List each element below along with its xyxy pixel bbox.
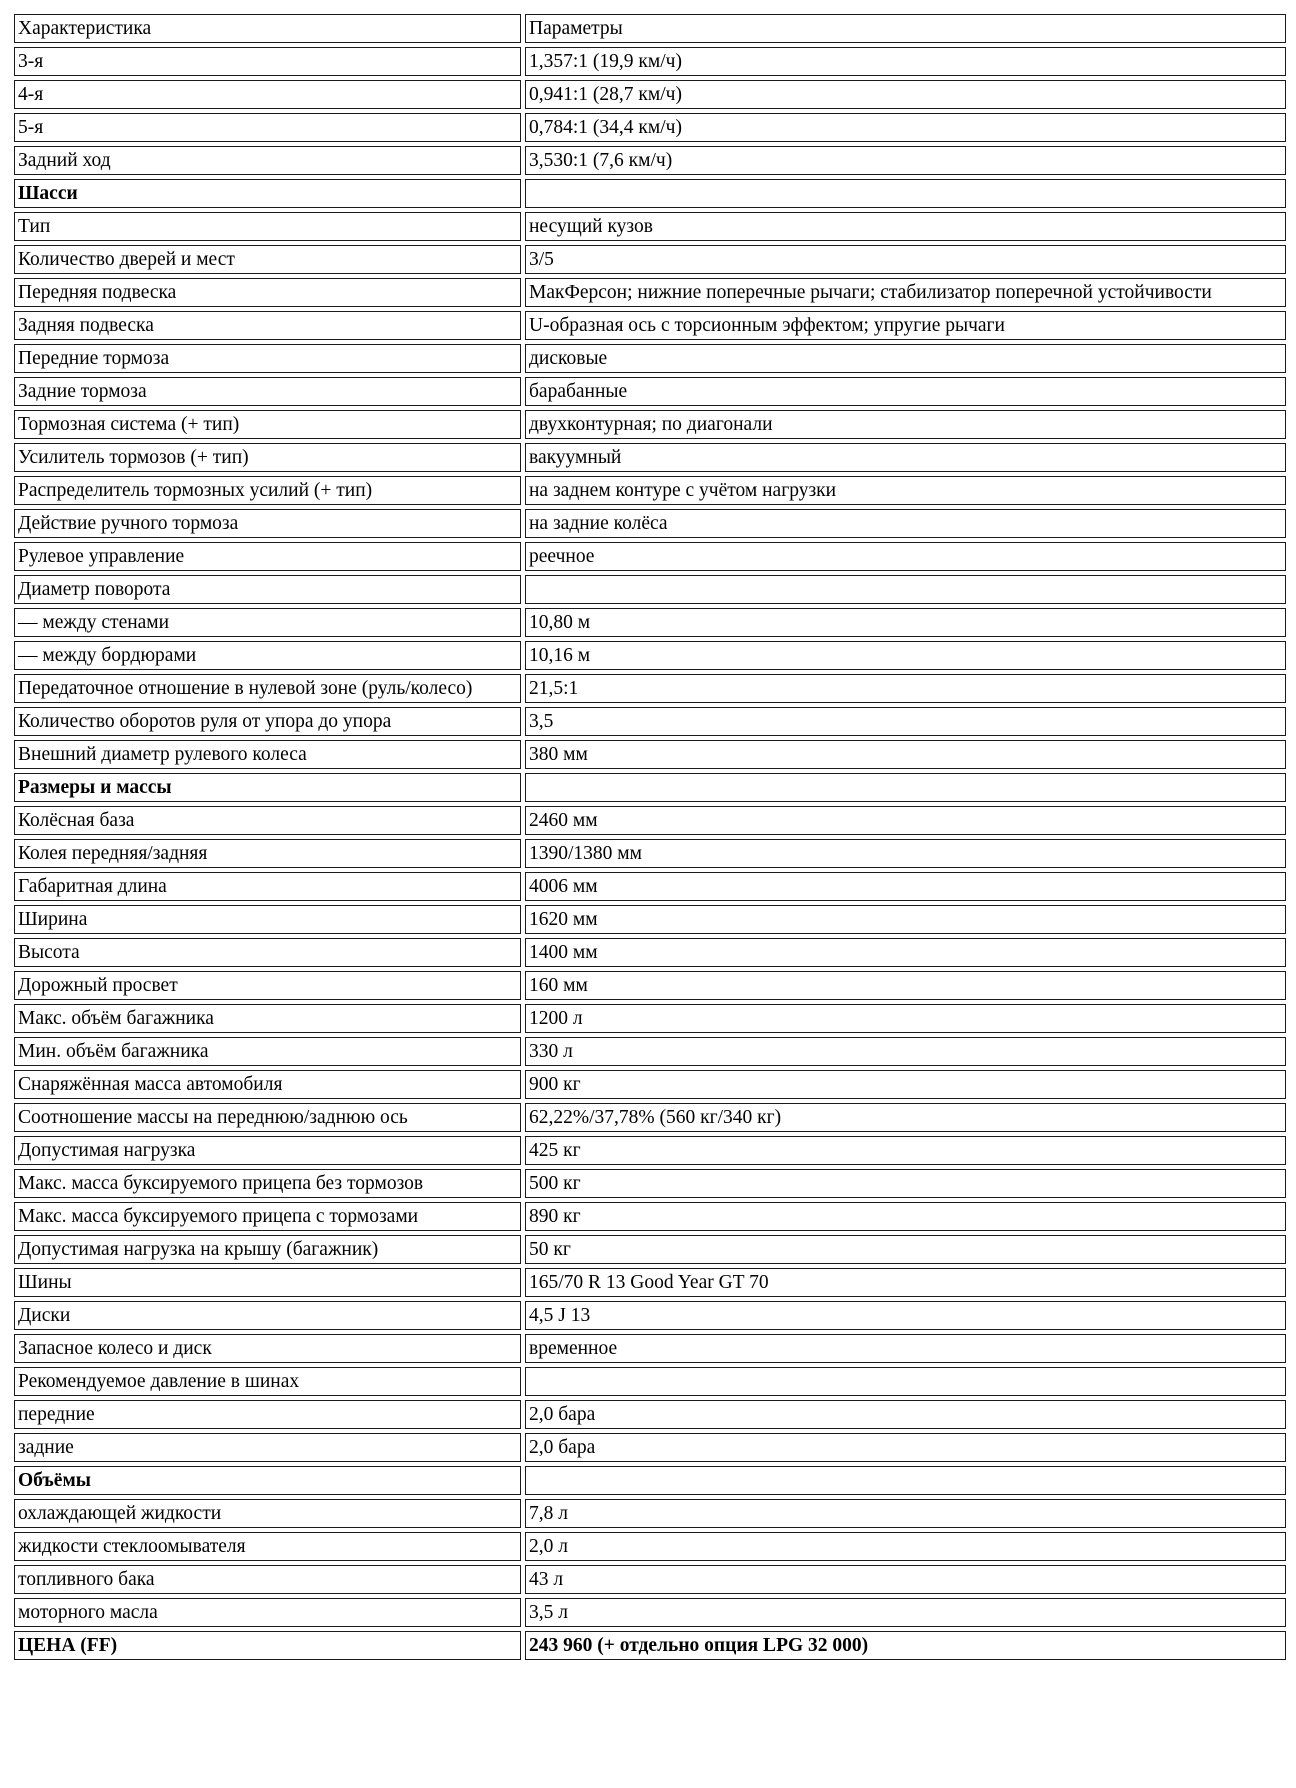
table-row: [14, 443, 1286, 472]
spec-value-cell: 0,784:1 (34,4 км/ч): [525, 113, 1286, 142]
spec-value-cell: МакФерсон; нижние поперечные рычаги; стабилизатор поперечной устойчивости: [525, 278, 1286, 307]
spec-label-cell: Мин. объём багажника: [14, 1037, 521, 1066]
table-row: [14, 905, 1286, 934]
spec-label-cell: Характеристика: [14, 14, 521, 43]
spec-label-cell: Передаточное отношение в нулевой зоне (руль/колесо): [14, 674, 521, 703]
table-row: [14, 707, 1286, 736]
table-row: [14, 1565, 1286, 1594]
spec-label-cell: Усилитель тормозов (+ тип): [14, 443, 521, 472]
table-row: [14, 1400, 1286, 1429]
table-row: [14, 212, 1286, 241]
spec-value-cell: вакуумный: [525, 443, 1286, 472]
table-row: [14, 1367, 1286, 1396]
spec-label-cell: Высота: [14, 938, 521, 967]
table-row: [14, 1268, 1286, 1297]
spec-label-cell: Действие ручного тормоза: [14, 509, 521, 538]
spec-label-cell: Габаритная длина: [14, 872, 521, 901]
table-row: [14, 1004, 1286, 1033]
spec-value-cell: [525, 179, 1286, 208]
table-row: [14, 476, 1286, 505]
spec-value-cell: 3/5: [525, 245, 1286, 274]
spec-label-cell: 3-я: [14, 47, 521, 76]
spec-label-cell: Дорожный просвет: [14, 971, 521, 1000]
spec-value-cell: [525, 1466, 1286, 1495]
spec-label-cell: Количество оборотов руля от упора до упора: [14, 707, 521, 736]
table-row: [14, 806, 1286, 835]
spec-value-cell: 890 кг: [525, 1202, 1286, 1231]
spec-label-cell: моторного масла: [14, 1598, 521, 1627]
table-row: [14, 1235, 1286, 1264]
table-row: [14, 1037, 1286, 1066]
spec-value-cell: 50 кг: [525, 1235, 1286, 1264]
spec-value-cell: на заднем контуре с учётом нагрузки: [525, 476, 1286, 505]
spec-label-cell: Рулевое управление: [14, 542, 521, 571]
table-row: [14, 311, 1286, 340]
table-row: [14, 608, 1286, 637]
spec-label-cell: ЦЕНА (FF): [14, 1631, 521, 1660]
spec-value-cell: 1620 мм: [525, 905, 1286, 934]
spec-value-cell: 1390/1380 мм: [525, 839, 1286, 868]
spec-label-cell: — между стенами: [14, 608, 521, 637]
table-row: [14, 1499, 1286, 1528]
table-row: [14, 80, 1286, 109]
spec-value-cell: [525, 1367, 1286, 1396]
section-row: [14, 773, 1286, 802]
spec-value-cell: 165/70 R 13 Good Year GT 70: [525, 1268, 1286, 1297]
spec-value-cell: [525, 575, 1286, 604]
spec-value-cell: временное: [525, 1334, 1286, 1363]
spec-label-cell: Размеры и массы: [14, 773, 521, 802]
table-row: [14, 1103, 1286, 1132]
spec-label-cell: Макс. объём багажника: [14, 1004, 521, 1033]
table-row: [14, 1334, 1286, 1363]
spec-value-cell: 3,5 л: [525, 1598, 1286, 1627]
spec-label-cell: Соотношение массы на переднюю/заднюю ось: [14, 1103, 521, 1132]
table-row: [14, 146, 1286, 175]
spec-value-cell: U-образная ось с торсионным эффектом; упругие рычаги: [525, 311, 1286, 340]
specs-table: [10, 10, 1290, 1664]
table-row: [14, 1532, 1286, 1561]
table-row: [14, 575, 1286, 604]
spec-value-cell: 2,0 бара: [525, 1400, 1286, 1429]
spec-label-cell: Передние тормоза: [14, 344, 521, 373]
section-row: [14, 1466, 1286, 1495]
table-row: [14, 344, 1286, 373]
spec-value-cell: 2,0 л: [525, 1532, 1286, 1561]
spec-value-cell: 900 кг: [525, 1070, 1286, 1099]
spec-label-cell: Диски: [14, 1301, 521, 1330]
table-row: [14, 542, 1286, 571]
table-row: [14, 872, 1286, 901]
table-row: [14, 641, 1286, 670]
spec-value-cell: 160 мм: [525, 971, 1286, 1000]
spec-label-cell: Запасное колесо и диск: [14, 1334, 521, 1363]
spec-label-cell: Шины: [14, 1268, 521, 1297]
spec-label-cell: передние: [14, 1400, 521, 1429]
spec-value-cell: 10,16 м: [525, 641, 1286, 670]
table-row: [14, 1433, 1286, 1462]
section-row: [14, 179, 1286, 208]
spec-value-cell: 7,8 л: [525, 1499, 1286, 1528]
spec-label-cell: Макс. масса буксируемого прицепа без тормозов: [14, 1169, 521, 1198]
table-row: [14, 509, 1286, 538]
spec-label-cell: Снаряжённая масса автомобиля: [14, 1070, 521, 1099]
spec-label-cell: Количество дверей и мест: [14, 245, 521, 274]
spec-label-cell: Передняя подвеска: [14, 278, 521, 307]
spec-value-cell: барабанные: [525, 377, 1286, 406]
spec-label-cell: Объёмы: [14, 1466, 521, 1495]
spec-label-cell: задние: [14, 1433, 521, 1462]
spec-value-cell: 380 мм: [525, 740, 1286, 769]
spec-label-cell: 4-я: [14, 80, 521, 109]
spec-label-cell: Тип: [14, 212, 521, 241]
spec-value-cell: 0,941:1 (28,7 км/ч): [525, 80, 1286, 109]
spec-value-cell: 1,357:1 (19,9 км/ч): [525, 47, 1286, 76]
spec-label-cell: Колёсная база: [14, 806, 521, 835]
spec-value-cell: 43 л: [525, 1565, 1286, 1594]
spec-value-cell: 3,530:1 (7,6 км/ч): [525, 146, 1286, 175]
spec-value-cell: 62,22%/37,78% (560 кг/340 кг): [525, 1103, 1286, 1132]
spec-label-cell: Тормозная система (+ тип): [14, 410, 521, 439]
spec-value-cell: 2,0 бара: [525, 1433, 1286, 1462]
table-row: [14, 674, 1286, 703]
spec-value-cell: дисковые: [525, 344, 1286, 373]
spec-label-cell: Распределитель тормозных усилий (+ тип): [14, 476, 521, 505]
table-row: [14, 14, 1286, 43]
table-row: [14, 113, 1286, 142]
table-row: [14, 740, 1286, 769]
spec-value-cell: на задние колёса: [525, 509, 1286, 538]
spec-label-cell: Допустимая нагрузка: [14, 1136, 521, 1165]
table-row: [14, 278, 1286, 307]
spec-value-cell: 330 л: [525, 1037, 1286, 1066]
spec-value-cell: 2460 мм: [525, 806, 1286, 835]
spec-value-cell: 500 кг: [525, 1169, 1286, 1198]
spec-label-cell: Допустимая нагрузка на крышу (багажник): [14, 1235, 521, 1264]
spec-label-cell: Задняя подвеска: [14, 311, 521, 340]
spec-value-cell: 4006 мм: [525, 872, 1286, 901]
spec-label-cell: Рекомендуемое давление в шинах: [14, 1367, 521, 1396]
table-row: [14, 1136, 1286, 1165]
section-row: [14, 1631, 1286, 1660]
spec-label-cell: Задние тормоза: [14, 377, 521, 406]
spec-label-cell: жидкости стеклоомывателя: [14, 1532, 521, 1561]
spec-label-cell: Диаметр поворота: [14, 575, 521, 604]
spec-value-cell: несущий кузов: [525, 212, 1286, 241]
spec-value-cell: 1200 л: [525, 1004, 1286, 1033]
spec-label-cell: Ширина: [14, 905, 521, 934]
spec-label-cell: Задний ход: [14, 146, 521, 175]
table-row: [14, 1070, 1286, 1099]
spec-value-cell: 10,80 м: [525, 608, 1286, 637]
spec-label-cell: Макс. масса буксируемого прицепа с тормозами: [14, 1202, 521, 1231]
specs-table-body: [14, 14, 1286, 1660]
table-row: [14, 971, 1286, 1000]
table-row: [14, 377, 1286, 406]
spec-value-cell: 21,5:1: [525, 674, 1286, 703]
table-row: [14, 1202, 1286, 1231]
spec-value-cell: 3,5: [525, 707, 1286, 736]
spec-label-cell: Шасси: [14, 179, 521, 208]
spec-value-cell: 243 960 (+ отдельно опция LPG 32 000): [525, 1631, 1286, 1660]
spec-label-cell: охлаждающей жидкости: [14, 1499, 521, 1528]
spec-value-cell: [525, 773, 1286, 802]
spec-value-cell: Параметры: [525, 14, 1286, 43]
table-row: [14, 245, 1286, 274]
table-row: [14, 1169, 1286, 1198]
spec-value-cell: 1400 мм: [525, 938, 1286, 967]
table-row: [14, 47, 1286, 76]
spec-value-cell: реечное: [525, 542, 1286, 571]
spec-label-cell: — между бордюрами: [14, 641, 521, 670]
spec-label-cell: Внешний диаметр рулевого колеса: [14, 740, 521, 769]
table-row: [14, 410, 1286, 439]
table-row: [14, 1598, 1286, 1627]
table-row: [14, 1301, 1286, 1330]
spec-value-cell: двухконтурная; по диагонали: [525, 410, 1286, 439]
spec-label-cell: 5-я: [14, 113, 521, 142]
table-row: [14, 839, 1286, 868]
spec-value-cell: 425 кг: [525, 1136, 1286, 1165]
spec-label-cell: Колея передняя/задняя: [14, 839, 521, 868]
spec-value-cell: 4,5 J 13: [525, 1301, 1286, 1330]
table-row: [14, 938, 1286, 967]
spec-label-cell: топливного бака: [14, 1565, 521, 1594]
